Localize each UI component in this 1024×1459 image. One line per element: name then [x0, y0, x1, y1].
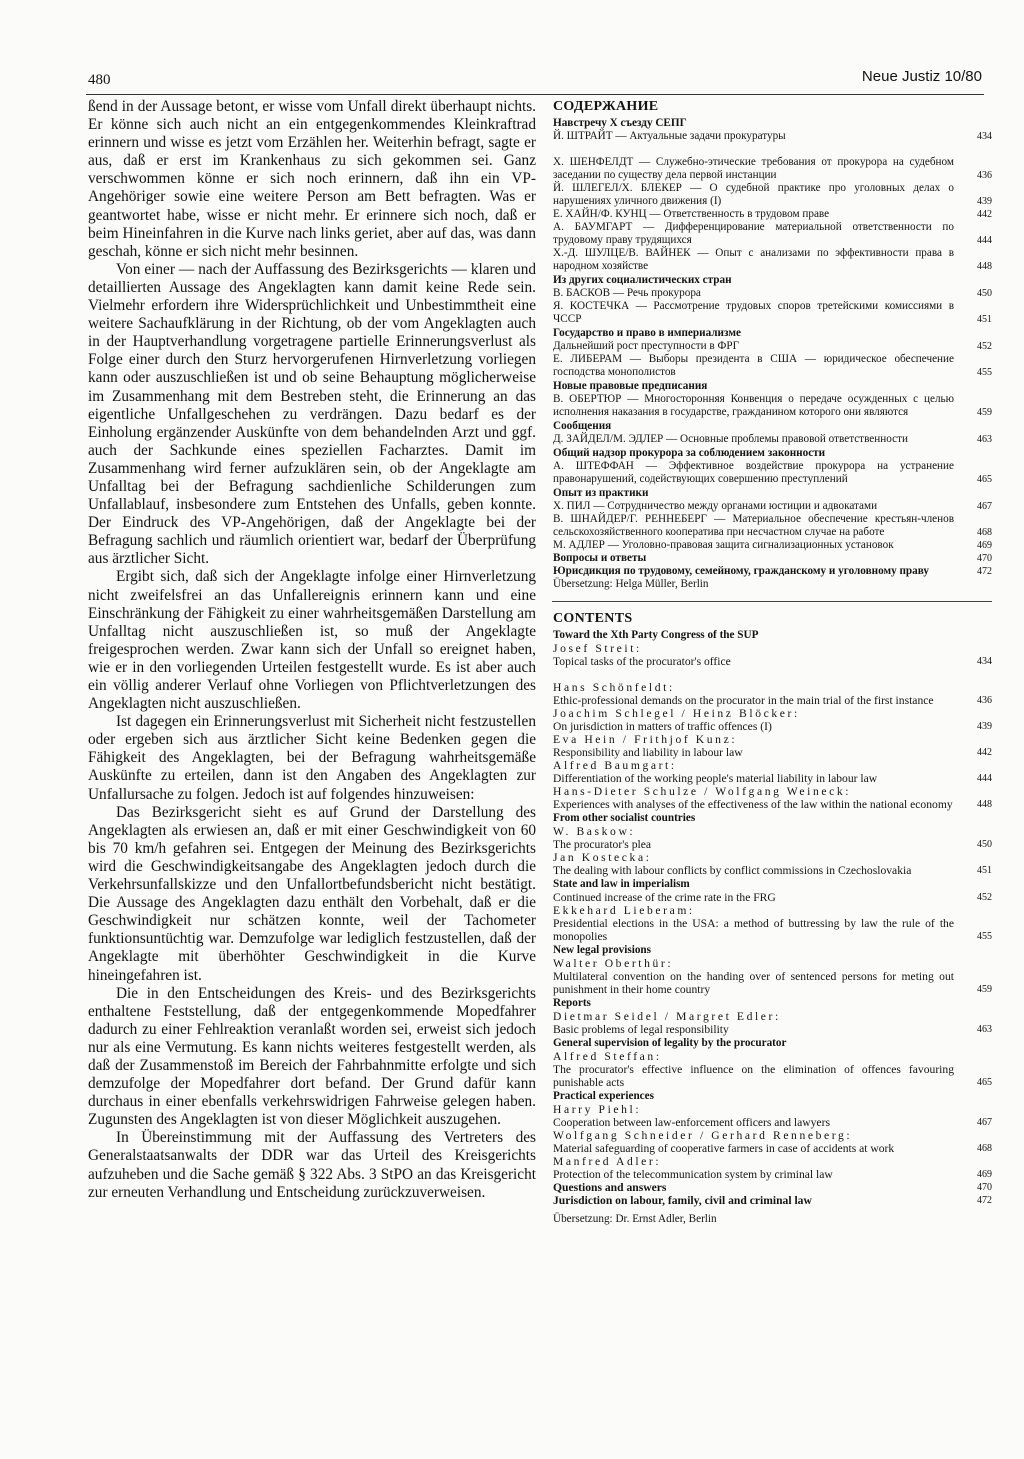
toc-page-number: 450 — [977, 839, 992, 850]
toc-entry — [550, 130, 992, 143]
toc-page-number: 463 — [977, 434, 992, 445]
toc-author: Jan Kostecka: — [553, 851, 652, 864]
journal-title: Neue Justiz 10/80 — [861, 68, 982, 85]
toc-title: Cooperation between law-enforcement officers and lawyers — [553, 1116, 830, 1129]
toc-section-head: Юрисдикция по трудовому, семейному, гражданскому и уголовному праву — [553, 565, 930, 577]
toc-entry-text: В. ОБЕРТЮР — Многосторонняя Конвенция о передаче осужденных с целью исполнения наказания в государстве, гражданином которого они являются — [553, 393, 954, 418]
toc-page-number: 448 — [977, 261, 992, 272]
toc-page-number: 455 — [977, 367, 992, 378]
toc-page-number: 470 — [977, 553, 992, 564]
toc-title: Differentiation of the working people's material liability in labour law — [553, 772, 878, 785]
toc-entry — [550, 353, 992, 379]
toc-entry-text: X. ШЕНФЕЛДТ — Служебно-этические требования от прокурора на судебном заседании по существу дела первой инстанции — [553, 156, 954, 181]
toc-title: The procurator's plea — [553, 838, 652, 851]
article-paragraph: Das Bezirksgericht sieht es auf Grund der Darstellung des Angeklagten als erwiesen an, daß er mit einer Geschwindigkeit von 60 bis 70 km/h gefahren sei. Entgegen der Meinung des Bezirksgerichts wird die Geschwindigkeitsangabe des Angeklagten jedoch durch die Verkehrsunfallskizze und den Unfallortbefundsbericht nicht bestätigt. Die Aussage des Angeklagten dazu enthält den Vorbehalt, daß er die Geschwindigkeit nur schätzen konnte, weil der Tachometer funktionsuntüchtig war. Demzufolge war lediglich festzustellen, daß der Angeklagte mit überhöhter Geschwindigkeit in die Kurve hineingefahren ist. — [88, 803, 536, 984]
toc-entry — [550, 539, 992, 552]
toc-entry — [550, 1181, 992, 1194]
toc-entry — [550, 287, 992, 300]
toc-page-number: 436 — [977, 170, 992, 181]
toc-section-head: From other socialist countries — [553, 812, 696, 824]
toc-entry-text: М. АДЛЕР — Уголовно-правовая защита сигнализационных установок — [553, 539, 894, 551]
toc-entry — [550, 208, 992, 221]
toc-title: The procurator's effective influence on the elimination of offences favouring punishable acts — [553, 1063, 954, 1089]
toc-page-number: 472 — [977, 566, 992, 577]
toc-entry-text: Е. ХАЙН/Ф. КУНЦ — Ответственность в трудовом праве — [553, 208, 830, 220]
toc-entry — [550, 851, 992, 877]
toc-page-number: 465 — [977, 1077, 992, 1088]
toc-author: Manfred Adler: — [553, 1155, 662, 1168]
toc-section-head: Сообщения — [553, 420, 612, 432]
toc-entry-text: X. ПИЛ — Сотрудничество между органами юстиции и адвокатами — [553, 500, 878, 512]
toc-entry — [550, 340, 992, 353]
toc-page-number: 452 — [977, 892, 992, 903]
toc-entry — [550, 957, 992, 996]
toc-entry — [550, 1103, 992, 1129]
toc-author: Hans-Dieter Schulze / Wolfgang Weineck: — [553, 785, 852, 798]
toc-page-number: 469 — [977, 540, 992, 551]
toc-entry — [550, 891, 992, 904]
toc-section-head: Новые правовые предписания — [553, 380, 708, 392]
toc-title: On jurisdiction in matters of traffic offences (I) — [553, 720, 772, 733]
toc-entry — [550, 513, 992, 539]
toc-title: Material safeguarding of cooperative farmers in case of accidents at work — [553, 1142, 895, 1155]
toc-page-number: 463 — [977, 1024, 992, 1035]
toc-title: Experiences with analyses of the effectiveness of the law within the national economy — [553, 798, 953, 811]
translator-credit: Übersetzung: Helga Müller, Berlin — [553, 578, 709, 590]
toc-page-number: 451 — [977, 865, 992, 876]
toc-page-number: 436 — [977, 695, 992, 706]
toc-entry — [550, 156, 992, 182]
toc-entry — [550, 182, 992, 208]
toc-page-number: 472 — [977, 1195, 992, 1206]
toc-entry — [550, 825, 992, 851]
toc-page-number: 444 — [977, 235, 992, 246]
toc-author: Harry Piehl: — [553, 1103, 642, 1116]
toc-section-head: Toward the Xth Party Congress of the SUP — [553, 629, 759, 641]
toc-section-head: Вопросы и ответы — [553, 552, 647, 564]
toc-page-number: 434 — [977, 656, 992, 667]
toc-section-head: Государство и право в империализме — [553, 327, 741, 339]
page-number: 480 — [88, 72, 111, 88]
toc-en-heading: CONTENTS — [553, 611, 633, 626]
toc-ru-heading: СОДЕРЖАНИЕ — [553, 99, 659, 114]
article-paragraph: ßend in der Aussage betont, er wisse vom Unfall direkt überhaupt nichts. Er könne sich auch nicht an ein entgegenkommendes Kleinkraftrad erinnern und wisse es jetzt vom Erzählen her. Weiterhin befragt, sagte er aus, daß er erst im Krankenhaus zu sich gekommen sei. Ganz verschwommen könne er sich noch erinnern, daß ihn ein VP-Angehöriger sowie eine weitere Person am Bett befragten. Was er geantwortet habe, wisse er nicht mehr. Er erinnere sich noch, daß er beim Hineinfahren in die Kurve nach links geriet, aber auf das, was dann geschah, könne er sich nicht mehr besinnen. — [88, 98, 536, 260]
toc-page-number: 470 — [977, 1182, 992, 1193]
toc-title: The dealing with labour conflicts by conflict commissions in Czechoslovakia — [553, 864, 912, 877]
toc-author: Wolfgang Schneider / Gerhard Renneberg: — [553, 1129, 853, 1142]
toc-entry-text: Я. КОСТЕЧКА — Рассмотрение трудовых споров третейскими комиссиями в ЧССР — [553, 300, 954, 325]
toc-entry — [550, 904, 992, 943]
toc-page-number: 442 — [977, 747, 992, 758]
toc-title: Topical tasks of the procurator's office — [553, 655, 731, 668]
toc-entry-text: А. БАУМГАРТ — Дифференцирование материальной ответственности по трудовому праву трудящихся — [553, 221, 954, 246]
toc-page-number: 452 — [977, 341, 992, 352]
header-rule — [86, 94, 984, 95]
toc-entry-text: Д. ЗАЙДЕЛ/М. ЭДЛЕР — Основные проблемы правовой ответственности — [553, 433, 908, 445]
toc-author: Joachim Schlegel / Heinz Blöcker: — [553, 707, 800, 720]
toc-author: Hans Schönfeldt: — [553, 681, 675, 694]
toc-entry — [550, 759, 992, 785]
article-paragraph: Die in den Entscheidungen des Kreis- und des Bezirksgerichts enthaltene Feststellung, daß der entgegenkommende Mopedfahrer dadurch zu einer Fehlreaktion veranlaßt worden sei, erweist sich jedoch nur als eine Vermutung. Es kann nichts weiteres festgestellt werden, als daß der Zusammenstoß im Bereich der Fahrbahnmitte erfolgte und sich demzufolge der Mopedfahrer dort befand. Der Grund dafür kann durchaus in einer ebenfalls verkehrswidrigen Fahrweise gelegen haben. Zugunsten des Angeklagten ist von dieser Möglichkeit auszugehen. — [88, 984, 536, 1129]
toc-entry-text: Й. ШТРАЙТ — Актуальные задачи прокуратуры — [553, 130, 786, 142]
toc-entry-text: В. ШНАЙДЕР/Г. РЕННЕБЕРГ — Материальное обеспечение крестьян-членов сельскохозяйственного кооператива при несчастном случае на работе — [553, 513, 954, 538]
toc-section-head: Questions and answers — [553, 1181, 667, 1194]
toc-entry — [550, 1155, 992, 1181]
section-divider — [552, 601, 992, 602]
toc-page-number: 442 — [977, 209, 992, 220]
toc-section-head: State and law in imperialism — [553, 878, 690, 890]
toc-page-number: 434 — [977, 131, 992, 142]
toc-entry-text: Е. ЛИБЕРАМ — Выборы президента в США — юридическое обеспечение господства монополистов — [553, 353, 954, 378]
toc-entry — [550, 552, 992, 565]
toc-page-number: 465 — [977, 474, 992, 485]
toc-page-number: 448 — [977, 799, 992, 810]
toc-author: W. Baskow: — [553, 825, 636, 838]
toc-author: Eva Hein / Frithjof Kunz: — [553, 733, 738, 746]
toc-page-number: 459 — [977, 407, 992, 418]
toc-author: Alfred Steffan: — [553, 1050, 662, 1063]
toc-entry — [550, 785, 992, 811]
toc-entry — [550, 733, 992, 759]
toc-entry — [550, 300, 992, 326]
toc-page-number: 439 — [977, 721, 992, 732]
toc-title: Basic problems of legal responsibility — [553, 1023, 729, 1036]
article-body — [88, 98, 536, 1202]
toc-page-number: 451 — [977, 314, 992, 325]
toc-section-head: Из других социалистических стран — [553, 274, 732, 286]
toc-entry — [550, 247, 992, 273]
toc-entry — [550, 707, 992, 733]
toc-section-head: Общий надзор прокурора за соблюдением законности — [553, 447, 826, 459]
toc-entry-text: А. ШТЕФФАН — Эффективное воздействие прокурора на устранение правонарушений, содействующих совершению преступлений — [553, 460, 954, 485]
toc-en — [550, 612, 992, 1226]
toc-page-number: 467 — [977, 501, 992, 512]
toc-section-head: General supervision of legality by the procurator — [553, 1037, 787, 1049]
toc-author: Josef Streit: — [553, 642, 642, 655]
translator-credit: Übersetzung: Dr. Ernst Adler, Berlin — [553, 1213, 717, 1225]
toc-entry-text: Й. ШЛЕГЕЛ/Х. БЛЕКЕР — О судебной практике про уголовных делах о нарушениях уличного движения (I) — [553, 182, 954, 207]
toc-title: Continued increase of the crime rate in the FRG — [553, 891, 776, 904]
toc-section-head: Reports — [553, 997, 591, 1009]
toc-author: Walter Oberthür: — [553, 957, 674, 970]
toc-page-number: 455 — [977, 931, 992, 942]
toc-page-number: 450 — [977, 288, 992, 299]
toc-section-head: New legal provisions — [553, 944, 651, 956]
toc-section-head: Навстречу X съезду СЕПГ — [553, 117, 687, 129]
toc-author: Ekkehard Lieberam: — [553, 904, 695, 917]
toc-entry — [550, 1050, 992, 1089]
toc-page-number: 467 — [977, 1117, 992, 1128]
toc-entry — [550, 1010, 992, 1036]
toc-entry-text: В. БАСКОВ — Речь прокурора — [553, 287, 701, 299]
toc-page-number: 444 — [977, 773, 992, 784]
toc-page-number: 469 — [977, 1169, 992, 1180]
toc-page-number: 439 — [977, 196, 992, 207]
article-paragraph: Von einer — nach der Auffassung des Bezirksgerichts — klaren und detaillierten Aussage des Angeklagten kann damit keine Rede sein. Vielmehr erfordern ihre Widersprüchlichkeit und Unbestimmtheit eine weitere Sachaufklärung in der Richtung, ob der vom Angeklagten auch in der Hauptverhandlung vorgetragene partielle Erinnerungsverlust als Folge einer durch den Sturz hervorgerufenen Hirnverletzung vorliegen kann oder auszuschließen ist und ob seine Behauptung möglicherweise im Zusammenhang mit dem Bestreben steht, die Erinnerung an das eigentliche Unfallgeschehen zu verdrängen. Dazu bedarf es der Einholung ergänzender Auskünfte von dem behandelnden Arzt und ggf. auch der Sachkunde eines speziellen Facharztes. Damit im Zusammenhang wird ferner aufzuklären sein, ob der Angeklagte am Unfalltag bei der Befragung sachdienliche Schilderungen zum Unfallablauf, insbesondere zum Entstehen des Unfalls, geben konnte. Der Eindruck des VP-Angehörigen, daß der Angeklagte bei der Befragung sachlich und räumlich orientiert war, bedarf der Überprüfung aus ärztlicher Sicht. — [88, 260, 536, 568]
toc-page-number: 459 — [977, 984, 992, 995]
toc-page-number: 468 — [977, 527, 992, 538]
toc-entry-text: Х.-Д. ШУЛЦЕ/В. ВАЙНЕК — Опыт с анализами по эффективности права в народном хозяйстве — [553, 247, 954, 272]
contents-column — [550, 98, 992, 1226]
toc-entry — [550, 1194, 992, 1207]
article-paragraph: Ist dagegen ein Erinnerungsverlust mit Sicherheit nicht festzustellen oder ergeben sich aus ärztlicher Sicht keine Bedenken gegen die Fähigkeit des Angeklagten, bei der Befragung wahrheitsgemäße Auskünfte zu erteilen, dann ist den Angaben des Angeklagten zur Unfallursache zu folgen. Jedoch ist auf folgendes hinzuweisen: — [88, 713, 536, 803]
toc-author: Dietmar Seidel / Margret Edler: — [553, 1010, 781, 1023]
toc-author: Alfred Baumgart: — [553, 759, 677, 772]
toc-section-head: Jurisdiction on labour, family, civil and criminal law — [553, 1194, 812, 1207]
article-paragraph: Ergibt sich, daß sich der Angeklagte infolge einer Hirnverletzung nicht zweifelsfrei an das Unfallereignis erinnern kann und eine Einschränkung der Fähigkeit zu einer wahrheitsgemäßen Darstellung am Unfalltag nicht auszuschließen ist, so muß der Angeklagte freigesprochen werden. Zwar kann sich der Unfall so ereignet haben, wie er in den vorliegenden Urteilen festgestellt wurde. Es ist aber auch ein völlig anderer Verlauf ohne Vorliegen von Pflichtverletzungen des Angeklagten nicht auszuschließen. — [88, 568, 536, 713]
toc-entry — [550, 393, 992, 419]
toc-section-head: Опыт из практики — [553, 487, 649, 499]
toc-entry — [550, 1129, 992, 1155]
toc-entry — [550, 565, 992, 578]
toc-title: Multilateral convention on the handing over of sentenced persons for meting out punishment in their home country — [553, 970, 954, 996]
toc-entry — [550, 642, 992, 668]
article-paragraph: In Übereinstimmung mit der Auffassung des Vertreters des Generalstaatsanwalts der DDR war das Urteil des Kreisgerichts aufzuheben und die Sache gemäß § 322 Abs. 3 StPO an das Kreisgericht zur erneuten Verhandlung und Entscheidung zurückzuverweisen. — [88, 1129, 536, 1201]
toc-entry — [550, 500, 992, 513]
toc-title: Protection of the telecommunication system by criminal law — [553, 1168, 833, 1181]
toc-page-number: 468 — [977, 1143, 992, 1154]
toc-title: Presidential elections in the USA: a method of buttressing by law the rule of the monopolies — [553, 917, 954, 943]
toc-section-head: Practical experiences — [553, 1090, 654, 1102]
toc-entry — [550, 460, 992, 486]
toc-title: Responsibility and liability in labour law — [553, 746, 743, 759]
toc-entry — [550, 221, 992, 247]
toc-entry-text: Дальнейший рост преступности в ФРГ — [553, 340, 740, 352]
toc-title: Ethic-professional demands on the procurator in the main trial of the first instance — [553, 694, 934, 707]
toc-entry — [550, 681, 992, 707]
toc-entry — [550, 433, 992, 446]
